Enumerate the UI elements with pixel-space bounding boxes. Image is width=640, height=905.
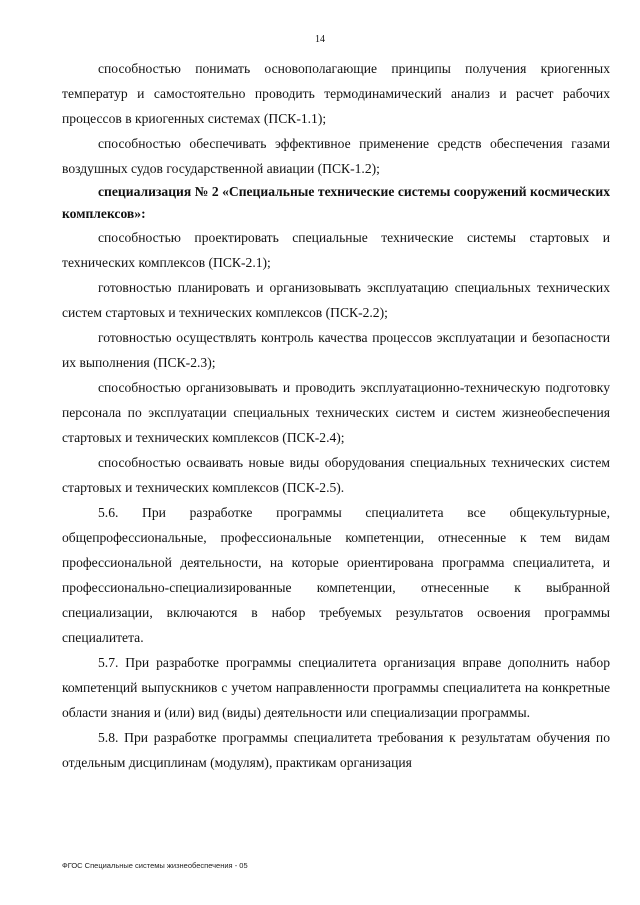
- paragraph-5-8: 5.8. При разработке программы специалитета требования к результатам обучения по отдельным дисциплинам (модулям), практикам организация: [62, 730, 610, 770]
- paragraph-5-7: 5.7. При разработке программы специалитета организация вправе дополнить набор компетенций выпускников с учетом направленности программы специалитета на конкретные области знания и (или) вид (виды) деятельности или специализации программы.: [62, 655, 610, 720]
- paragraph-psk-2-5: способностью осваивать новые виды оборудования специальных технических систем стартовых и технических комплексов (ПСК-2.5).: [62, 455, 610, 495]
- paragraph-5-6: 5.6. При разработке программы специалитета все общекультурные, общепрофессиональные, профессиональные компетенции, отнесенные к тем видам профессиональной деятельности, на которые ориентирована программа специалитета, и профессионально-специализированные компетенции, отнесенные к выбранной специализации, включаются в набор требуемых результатов освоения программы специалитета.: [62, 505, 610, 645]
- paragraph-psk-2-2: готовностью планировать и организовывать эксплуатацию специальных технических систем стартовых и технических комплексов (ПСК-2.2);: [62, 280, 610, 320]
- paragraph-psk-1-1: способностью понимать основополагающие принципы получения криогенных температур и самостоятельно проводить термодинамический анализ и расчет рабочих процессов в криогенных системах (ПСК-1.1);: [62, 61, 610, 126]
- paragraph-psk-1-2: способностью обеспечивать эффективное применение средств обеспечения газами воздушных судов государственной авиации (ПСК-1.2);: [62, 136, 610, 176]
- paragraph-psk-2-3: готовностью осуществлять контроль качества процессов эксплуатации и безопасности их выполнения (ПСК-2.3);: [62, 330, 610, 370]
- paragraph-psk-2-1: способностью проектировать специальные технические системы стартовых и технических комплексов (ПСК-2.1);: [62, 230, 610, 270]
- page-body: [62, 56, 610, 775]
- paragraph-psk-2-4: способностью организовывать и проводить эксплуатационно-техническую подготовку персонала по эксплуатации специальных технических систем и систем жизнеобеспечения стартовых и технических комплексов (ПСК-2.4);: [62, 380, 610, 445]
- page-number: 14: [315, 34, 325, 45]
- document-footer: ФГОС Специальные системы жизнеобеспечения - 05: [62, 861, 248, 870]
- specialization-2-heading: специализация № 2 «Специальные технические системы сооружений космических комплексов»:: [62, 184, 610, 221]
